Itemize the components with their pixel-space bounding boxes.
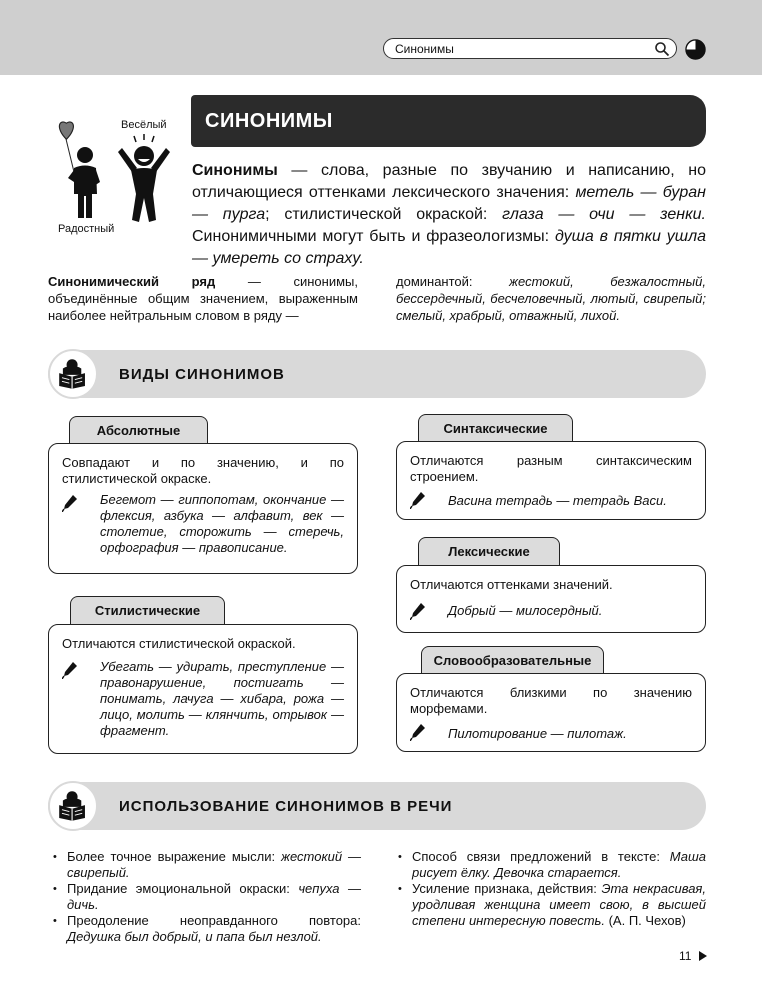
- list-item: • Усиление признака, действия: Эта некрасивая, уродливая женщина имеет свою, в высшей степени интересную повесть. (А. П. Чехов): [398, 881, 706, 929]
- list-item: • Преодоление неоправданного повтора: Дедушка был добрый, и папа был незлой.: [53, 913, 361, 945]
- card-stylistic-desc: Отличаются стилистической окраской.: [62, 636, 296, 651]
- pen-icon: [410, 723, 426, 741]
- card-absolute: [48, 443, 358, 574]
- reader-icon: [48, 349, 98, 399]
- card-derivational-desc: Отличаются близкими по значению морфемами.: [410, 685, 692, 716]
- definition-term: Синонимы: [192, 162, 278, 179]
- reader-icon: [48, 781, 98, 831]
- label-cheerful: Весёлый: [121, 119, 167, 131]
- pen-icon: [62, 494, 78, 512]
- card-lexical-desc: Отличаются оттенками значений.: [410, 577, 613, 592]
- search-field[interactable]: [383, 38, 677, 59]
- pen-icon: [410, 491, 426, 509]
- card-syntactic-desc: Отличаются разным синтаксическим строением.: [410, 453, 692, 484]
- page-number: 11: [679, 949, 692, 963]
- card-stylistic-example: Убегать — удирать, преступление — правонарушение, постигать — понимать, лачуга — хибара, рожа — лицо, молить — клянчить, отрывок — фрагмент.: [100, 659, 344, 738]
- card-absolute-desc: Совпадают и по значению, и по стилистической окраске.: [62, 455, 344, 486]
- section-title-types: ВИДЫ СИНОНИМОВ: [119, 366, 285, 383]
- definition-paragraph: Синонимы — слова, разные по звучанию и написанию, но отличающиеся оттенками лексического значения: метель — буран — пурга; стилистической окраской: глаза — очи — зенки. Синонимичными могут быть и фразеологизмы: душа в пятки ушла — умереть со страху.: [192, 162, 706, 267]
- tab-syntactic: Синтаксические: [418, 414, 573, 442]
- card-syntactic: [396, 441, 706, 520]
- synonym-series-right: доминантой: жестокий, безжалостный, бессердечный, бесчеловечный, лютый, свирепый; смелый, храбрый, отважный, лихой.: [396, 274, 706, 323]
- list-item: • Придание эмоциональной окраски: чепуха — дичь.: [53, 881, 361, 913]
- top-bar: [0, 0, 762, 75]
- series-term: Синонимический ряд: [48, 274, 216, 289]
- page-title: СИНОНИМЫ: [205, 110, 333, 132]
- synonym-series-left: Синонимический ряд — синонимы, объединённые общим значением, выраженным наиболее нейтральным словом в ряду —: [48, 274, 358, 323]
- card-absolute-example: Бегемот — гиппопотам, окончание — флексия, азбука — алфавит, век — столетие, сторожить — стеречь, орфография — правописание.: [100, 492, 344, 555]
- usage-list-right: [398, 849, 706, 929]
- page-title-banner: [191, 95, 706, 147]
- next-page-arrow-icon[interactable]: [699, 951, 707, 961]
- tab-derivational: Словообразовательные: [421, 646, 604, 674]
- search-icon[interactable]: [654, 41, 670, 57]
- search-input[interactable]: Синонимы: [395, 42, 454, 56]
- pen-icon: [410, 602, 426, 620]
- section-header-usage: [48, 782, 706, 830]
- tab-lexical: Лексические: [418, 537, 560, 565]
- card-lexical: [396, 565, 706, 633]
- label-joyful: Радостный: [58, 223, 115, 235]
- card-derivational: [396, 673, 706, 752]
- card-syntactic-example: Васина тетрадь — тетрадь Васи.: [448, 493, 667, 508]
- section-title-usage: ИСПОЛЬЗОВАНИЕ СИНОНИМОВ В РЕЧИ: [119, 798, 453, 815]
- card-lexical-example: Добрый — милосердный.: [448, 603, 603, 618]
- tab-stylistic: Стилистические: [70, 596, 225, 624]
- card-stylistic: [48, 624, 358, 754]
- list-item: • Более точное выражение мысли: жестокий — свирепый.: [53, 849, 361, 881]
- progress-pie-icon: [685, 39, 706, 60]
- card-derivational-example: Пилотирование — пилотаж.: [448, 726, 627, 741]
- tab-absolute: Абсолютные: [69, 416, 208, 444]
- usage-list-left: [53, 849, 361, 945]
- pen-icon: [62, 661, 78, 679]
- list-item: • Способ связи предложений в тексте: Маша рисует ёлку. Девочка старается.: [398, 849, 706, 881]
- section-header-types: [48, 350, 706, 398]
